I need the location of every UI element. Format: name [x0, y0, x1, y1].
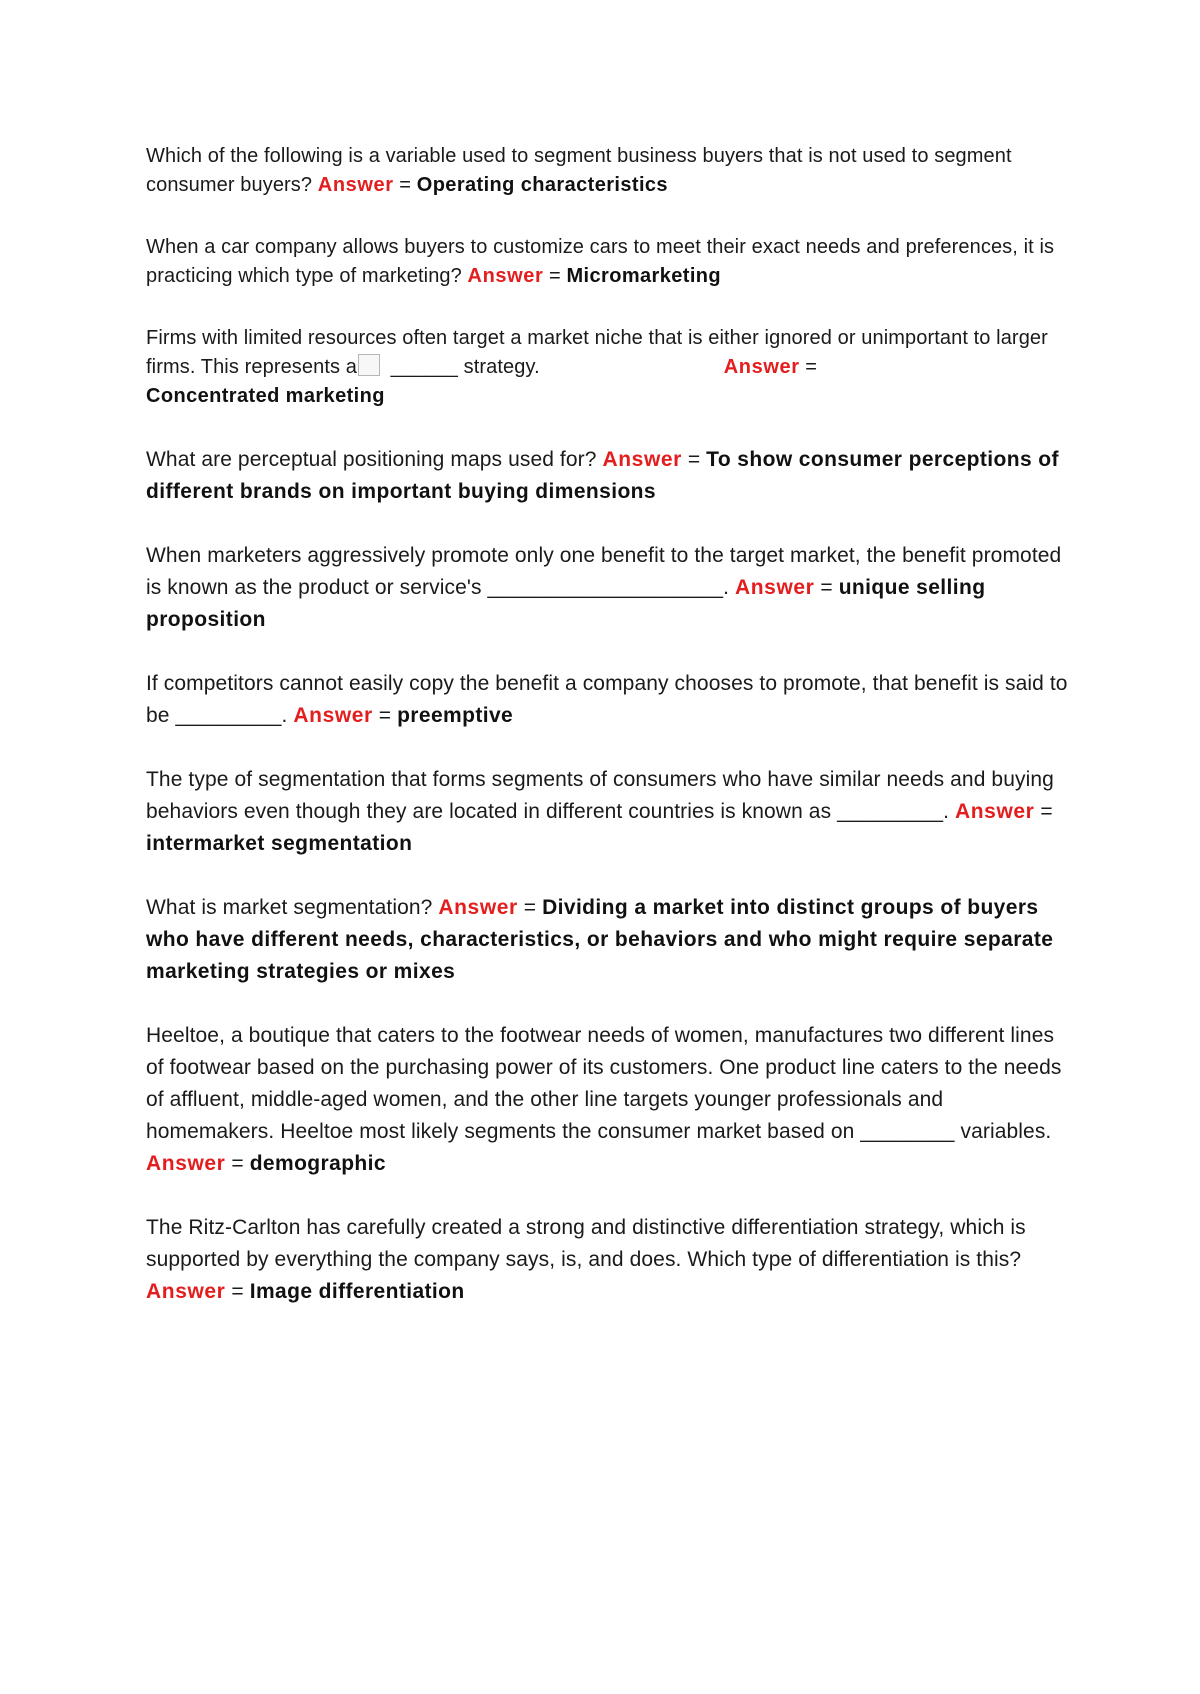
qa-item-8 — [146, 892, 1076, 988]
question-text: The Ritz-Carlton has carefully created a strong and distinctive differentiation strategy, which is supported by everything the company says, is, and does. Which type of differentiation is this? — [146, 1216, 1026, 1271]
equals-sign: = — [543, 265, 567, 287]
answer-label: Answer — [602, 448, 682, 471]
question-text: Firms with limited resources often target a market niche that is either ignored or unimportant to larger firms. This represents a — [146, 327, 1048, 378]
question-text: If competitors cannot easily copy the benefit a company chooses to promote, that benefit is said to be _________. — [146, 672, 1068, 727]
question-text: The type of segmentation that forms segments of consumers who have similar needs and buying behaviors even though they are located in different countries is known as _________. — [146, 768, 1054, 823]
answer-label: Answer — [146, 1280, 226, 1303]
answer-label: Answer — [467, 265, 544, 287]
equals-sign: = — [393, 174, 417, 196]
answer-text: Operating characteristics — [416, 174, 668, 196]
qa-item-10 — [146, 1212, 1076, 1308]
answer-label: Answer — [438, 896, 518, 919]
qa-item-5 — [146, 540, 1076, 636]
answer-text: intermarket segmentation — [146, 832, 413, 855]
answer-label: Answer — [723, 356, 800, 378]
answer-text: Image differentiation — [249, 1280, 465, 1303]
question-text: When a car company allows buyers to customize cars to meet their exact needs and preferences, it is practicing which type of marketing? — [146, 236, 1055, 287]
question-text: When marketers aggressively promote only one benefit to the target market, the benefit promoted is known as the product or service's ____________________. — [146, 544, 1062, 599]
qa-item-2 — [146, 233, 1076, 291]
answer-text: Micromarketing — [566, 265, 722, 287]
qa-item-4 — [146, 444, 1076, 508]
answer-text: preemptive — [397, 704, 514, 727]
question-text: What is market segmentation? — [146, 896, 439, 919]
answer-label: Answer — [954, 800, 1035, 823]
answer-text: To show consumer perceptions of different brands on important buying dimensions — [146, 448, 1059, 503]
equals-sign: = — [681, 448, 707, 471]
qa-item-6 — [146, 668, 1076, 732]
question-text: Heeltoe, a boutique that caters to the footwear needs of women, manufactures two different lines of footwear based on the purchasing power of its customers. One product line caters to the needs of affluent, middle-aged women, and the other line targets younger professionals and homemakers. Heeltoe most likely segments the consumer market based on ________ variables. — [146, 1024, 1062, 1143]
qa-item-7 — [146, 764, 1076, 860]
equals-sign: = — [517, 896, 543, 919]
equals-sign: = — [225, 1152, 250, 1175]
document-page — [146, 142, 1076, 1340]
question-text: What are perceptual positioning maps used for? — [146, 448, 603, 471]
answer-label: Answer — [734, 576, 815, 599]
answer-label: Answer — [146, 1152, 226, 1175]
question-text: Which of the following is a variable used to segment business buyers that is not used to segment consumer buyers? — [146, 145, 1012, 196]
answer-text: Concentrated marketing — [146, 385, 385, 407]
checkbox[interactable] — [358, 354, 380, 376]
equals-sign: = — [799, 356, 818, 378]
answer-label: Answer — [317, 174, 394, 196]
equals-sign: = — [225, 1280, 250, 1303]
equals-sign: = — [1034, 800, 1053, 823]
equals-sign: = — [372, 704, 398, 727]
equals-sign: = — [814, 576, 839, 599]
qa-item-3 — [146, 324, 1076, 411]
answer-text: Dividing a market into distinct groups of buyers who have different needs, characteristics, or behaviors and who might require separate marketing strategies or mixes — [146, 896, 1054, 983]
answer-text: unique selling proposition — [146, 576, 986, 631]
qa-item-9 — [146, 1020, 1076, 1180]
answer-text: demographic — [249, 1152, 386, 1175]
question-text-continued: ______ strategy. — [384, 356, 540, 378]
answer-label: Answer — [293, 704, 373, 727]
qa-item-1 — [146, 142, 1076, 200]
